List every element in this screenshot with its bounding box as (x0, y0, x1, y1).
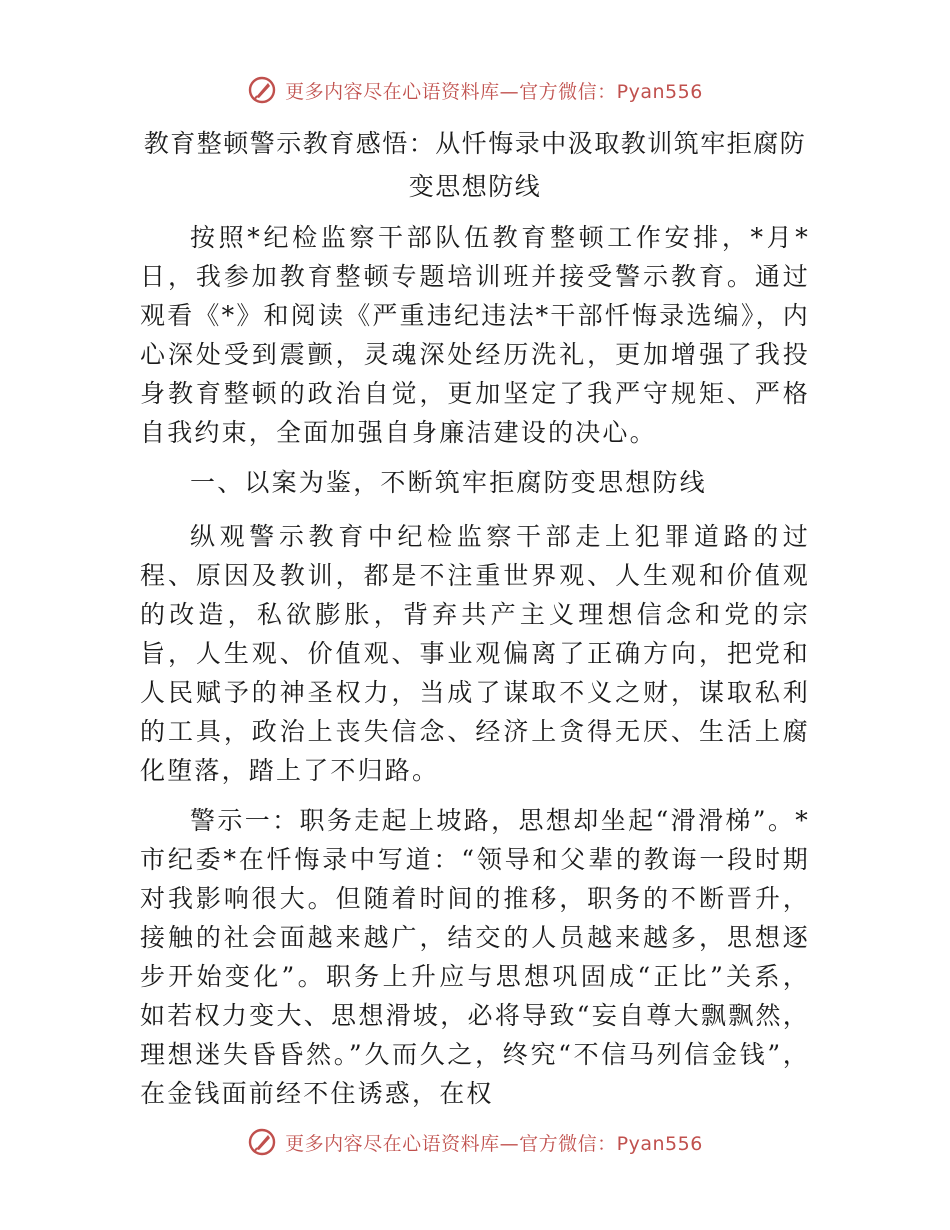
header-banner (0, 73, 950, 107)
document-title: 教育整顿警示教育感悟：从忏悔录中汲取教训筑牢拒腐防变思想防线 (143, 129, 807, 201)
intro-paragraph: 按照*纪检监察干部队伍教育整顿工作安排，*月*日，我参加教育整顿专题培训班并接受警示教育。通过观看《*》和阅读《严重违纪违法*干部忏悔录选编》，内心深处受到震颤，灵魂深处经历洗礼，更加增强了我投身教育整顿的政治自觉，更加坚定了我严守规矩、严格自我约束，全面加强自身廉洁建设的决心。 (140, 223, 810, 447)
body-paragraph: 纵观警示教育中纪检监察干部走上犯罪道路的过程、原因及教训，都是不注重世界观、人生观和价值观的改造，私欲膨胀，背弃共产主义理想信念和党的宗旨，人生观、价值观、事业观偏离了正确方向，把党和人民赋予的神圣权力，当成了谋取不义之财，谋取私利的工具，政治上丧失信念、经济上贪得无厌、生活上腐化堕落，踏上了不归路。 (140, 522, 810, 785)
footer-banner-text: 更多内容尽在心语资料库—官方微信：Pyan556 (285, 1132, 703, 1155)
footer-banner (0, 1125, 950, 1159)
quill-pen-logo-icon (247, 75, 277, 105)
warning-paragraph: 警示一：职务走起上坡路，思想却坐起“滑滑梯”。*市纪委*在忏悔录中写道：“领导和父辈的教诲一段时期对我影响很大。但随着时间的推移，职务的不断晋升，接触的社会面越来越广，结交的人员越来越多，思想逐步开始变化”。职务上升应与思想巩固成“正比”关系，如若权力变大、思想滑坡，必将导致“妄自尊大飘飘然，理想迷失昏昏然。”久而久之，终究“不信马列信金钱”，在金钱面前经不住诱惑，在权 (140, 806, 810, 1108)
section-heading: 一、以案为鉴，不断筑牢拒腐防变思想防线 (190, 468, 707, 497)
quill-pen-logo-icon (247, 1127, 277, 1157)
header-banner-text: 更多内容尽在心语资料库—官方微信：Pyan556 (285, 80, 703, 103)
document-body (140, 218, 810, 1124)
